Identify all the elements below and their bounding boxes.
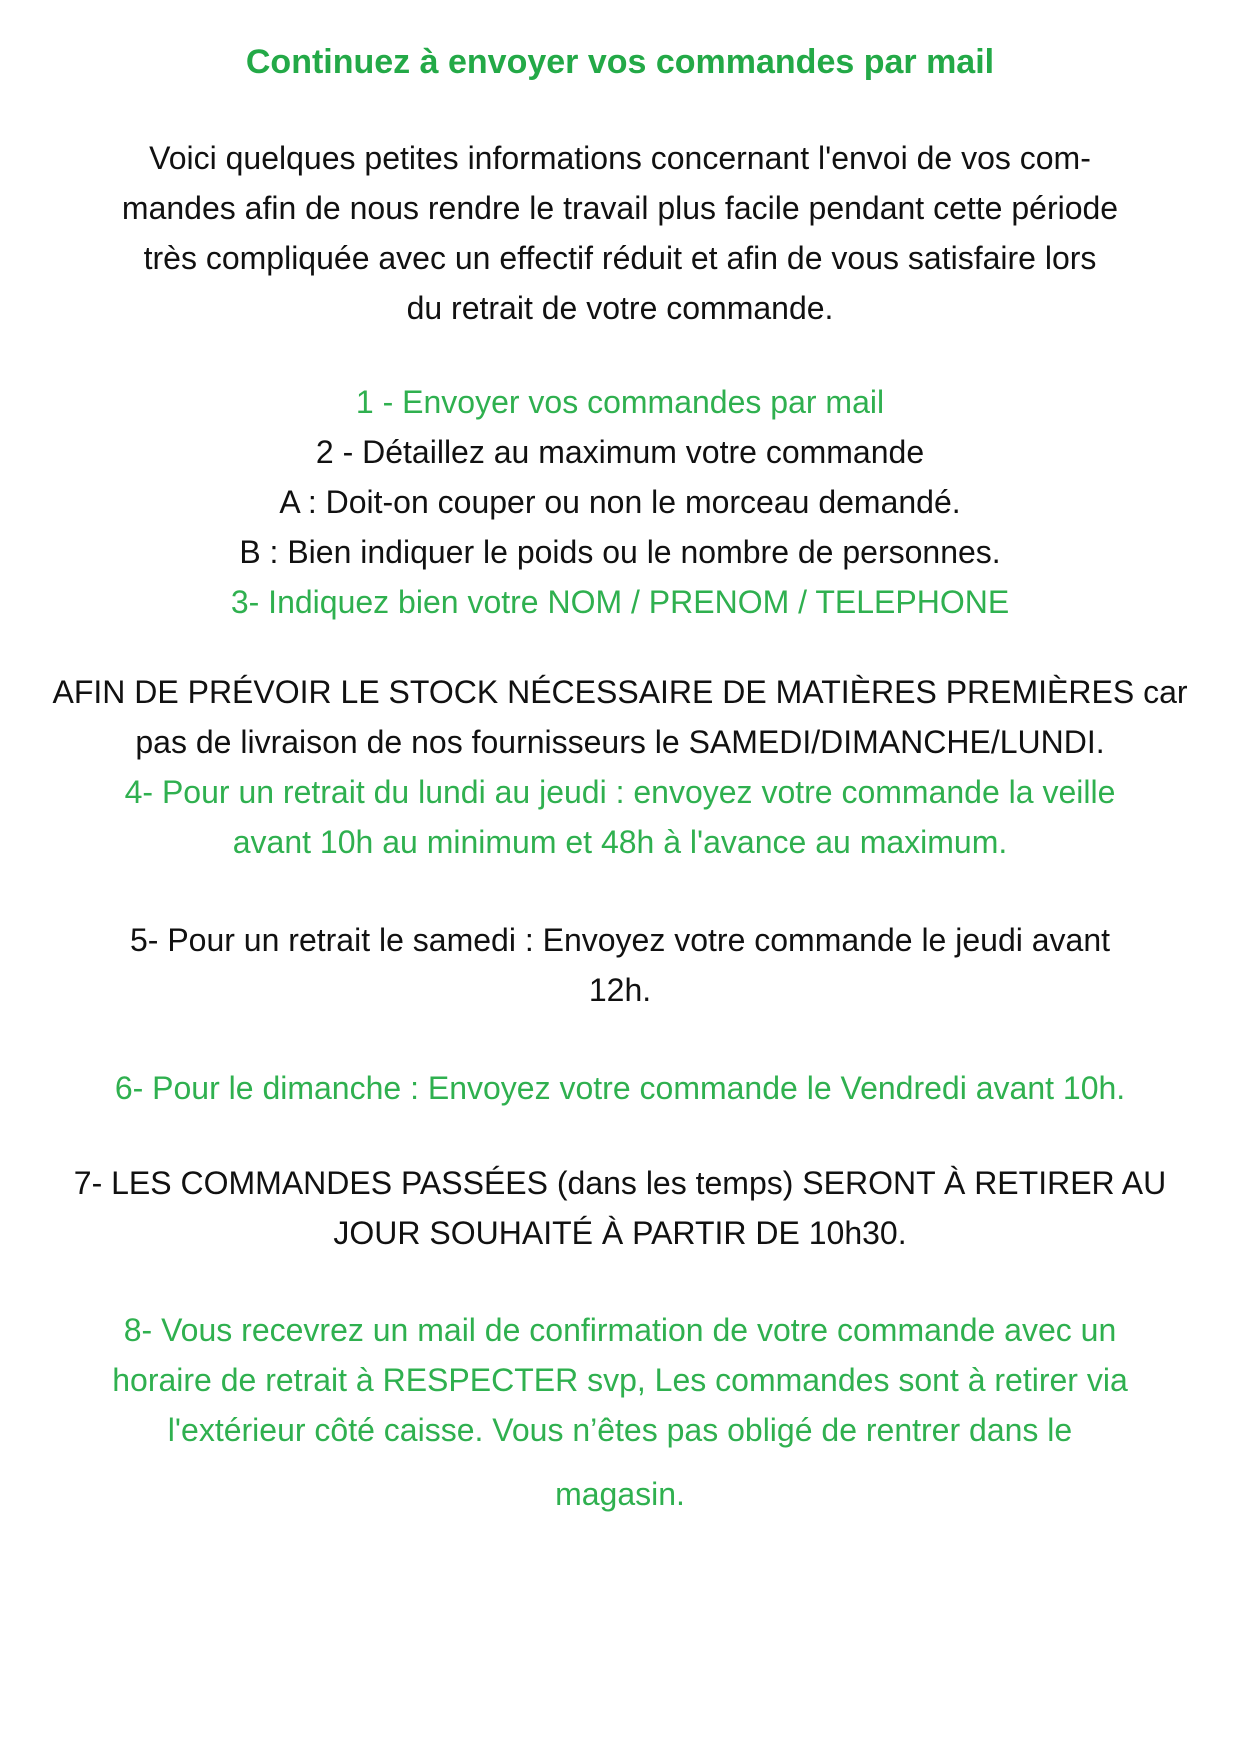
step-8-line: horaire de retrait à RESPECTER svp, Les commandes sont à retirer via — [112, 1362, 1128, 1398]
step-8-line: 8- Vous recevrez un mail de confirmation de votre commande avec un — [123, 1312, 1117, 1348]
step-3: 3- Indiquez bien votre NOM / PRENOM / TELEPHONE — [230, 584, 1010, 620]
page-title: Continuez à envoyer vos commandes par mail — [245, 43, 995, 81]
step-7-line: 7- LES COMMANDES PASSÉES (dans les temps) SERONT À RETIRER AU — [73, 1165, 1167, 1201]
step-2: 2 - Détaillez au maximum votre commande — [315, 434, 925, 470]
step-5-line: 5- Pour un retrait le samedi : Envoyez votre commande le jeudi avant — [129, 922, 1111, 958]
stock-notice-line: pas de livraison de nos fournisseurs le SAMEDI/DIMANCHE/LUNDI. — [135, 724, 1105, 760]
intro-line: du retrait de votre commande. — [406, 290, 834, 326]
step-2-a: A : Doit-on couper ou non le morceau demandé. — [279, 484, 961, 520]
stock-notice-line: AFIN DE PRÉVOIR LE STOCK NÉCESSAIRE DE MATIÈRES PREMIÈRES car — [52, 674, 1188, 710]
intro-line: très compliquée avec un effectif réduit et afin de vous satisfaire lors — [143, 240, 1097, 276]
step-4-line: 4- Pour un retrait du lundi au jeudi : envoyez votre commande la veille — [124, 774, 1116, 810]
step-8-line: l'extérieur côté caisse. Vous n’êtes pas obligé de rentrer dans le — [167, 1412, 1073, 1448]
step-8-line: magasin. — [555, 1476, 685, 1512]
step-1: 1 - Envoyer vos commandes par mail — [355, 384, 885, 420]
step-7-line: JOUR SOUHAITÉ À PARTIR DE 10h30. — [333, 1215, 907, 1251]
step-5-line: 12h. — [588, 972, 652, 1008]
step-2-b: B : Bien indiquer le poids ou le nombre de personnes. — [239, 534, 1001, 570]
step-6: 6- Pour le dimanche : Envoyez votre commande le Vendredi avant 10h. — [114, 1070, 1126, 1106]
intro-line: Voici quelques petites informations concernant l'envoi de vos com- — [149, 140, 1091, 176]
step-4-line: avant 10h au minimum et 48h à l'avance au maximum. — [232, 824, 1008, 860]
intro-line: mandes afin de nous rendre le travail plus facile pendant cette période — [121, 190, 1119, 226]
